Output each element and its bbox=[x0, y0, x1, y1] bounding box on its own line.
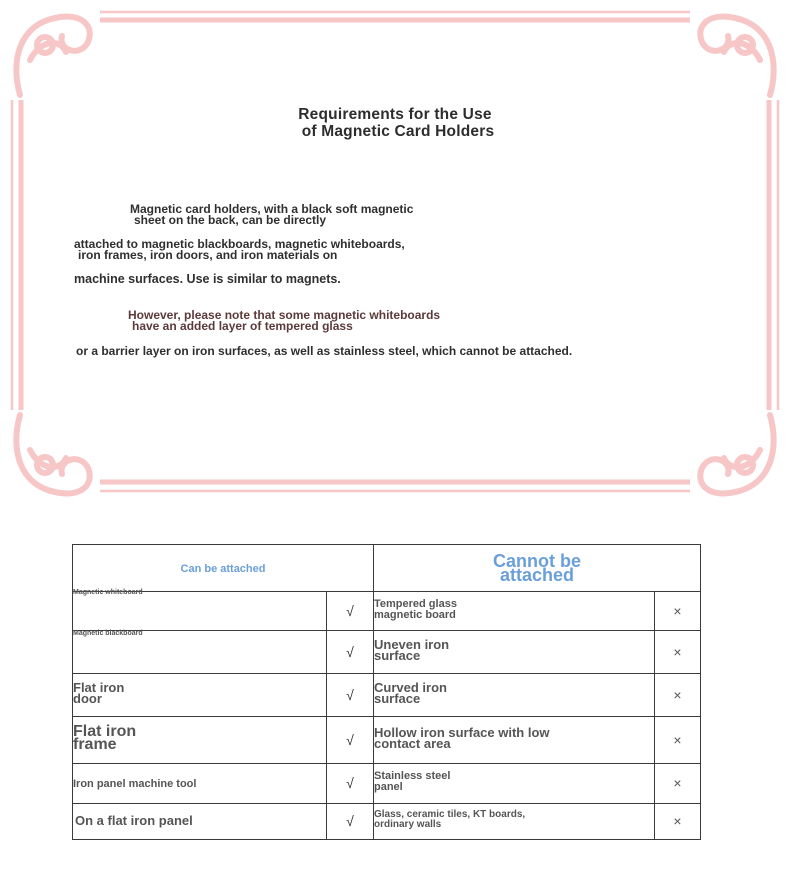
cross-mark: × bbox=[655, 674, 701, 717]
cannot-item: Hollow iron surface with low contact area bbox=[374, 716, 655, 763]
header-cannot: Cannot be attached bbox=[493, 551, 581, 585]
can-item: Flat iron door bbox=[73, 674, 327, 717]
can-item: Magnetic blackboard bbox=[73, 631, 327, 674]
page-title bbox=[0, 106, 790, 140]
table-header-row bbox=[73, 545, 701, 592]
cannot-item: Glass, ceramic tiles, KT boards, ordinary walls bbox=[374, 803, 655, 839]
table-row bbox=[73, 716, 701, 763]
attachment-table bbox=[72, 544, 701, 840]
paragraph-2-line-1: However, please note that some magnetic whiteboards bbox=[128, 308, 441, 322]
paragraph-1-line-4: iron frames, iron doors, and iron materials on bbox=[78, 248, 338, 262]
cannot-item: Tempered glass magnetic board bbox=[374, 592, 655, 631]
header-cannot-cell bbox=[374, 545, 701, 592]
table-row bbox=[73, 803, 701, 839]
table-row bbox=[73, 592, 701, 631]
paragraph-1-line-1: Magnetic card holders, with a black soft magnetic bbox=[130, 202, 414, 216]
paragraph-2-line-2: have an added layer of tempered glass bbox=[132, 319, 353, 333]
can-item: Magnetic whiteboard bbox=[73, 592, 327, 631]
cross-mark: × bbox=[655, 764, 701, 803]
table-row bbox=[73, 674, 701, 717]
check-mark: √ bbox=[327, 631, 374, 674]
paragraph-1-line-5: machine surfaces. Use is similar to magnets. bbox=[74, 272, 341, 286]
header-can-cell bbox=[73, 545, 374, 592]
header-can: Can be attached bbox=[180, 563, 266, 575]
table-row bbox=[73, 631, 701, 674]
cross-mark: × bbox=[655, 592, 701, 631]
check-mark: √ bbox=[327, 716, 374, 763]
cross-mark: × bbox=[655, 716, 701, 763]
paragraph-2-line-3: or a barrier layer on iron surfaces, as well as stainless steel, which cannot be attached. bbox=[76, 344, 573, 358]
paragraph-1-line-2: sheet on the back, can be directly bbox=[134, 213, 327, 227]
cannot-item: Stainless steel panel bbox=[374, 764, 655, 803]
cross-mark: × bbox=[655, 803, 701, 839]
paragraph-1-line-3: attached to magnetic blackboards, magnetic whiteboards, bbox=[74, 237, 405, 251]
can-item: Iron panel machine tool bbox=[73, 764, 327, 803]
can-item: Flat iron frame bbox=[73, 716, 327, 763]
cannot-item: Uneven iron surface bbox=[374, 631, 655, 674]
check-mark: √ bbox=[327, 674, 374, 717]
title-line-2: of Magnetic Card Holders bbox=[301, 123, 495, 140]
check-mark: √ bbox=[327, 764, 374, 803]
title-line-1: Requirements for the Use bbox=[298, 106, 492, 123]
table-row bbox=[73, 764, 701, 803]
can-item: On a flat iron panel bbox=[73, 803, 327, 839]
check-mark: √ bbox=[327, 803, 374, 839]
cross-mark: × bbox=[655, 631, 701, 674]
cannot-item: Curved iron surface bbox=[374, 674, 655, 717]
check-mark: √ bbox=[327, 592, 374, 631]
